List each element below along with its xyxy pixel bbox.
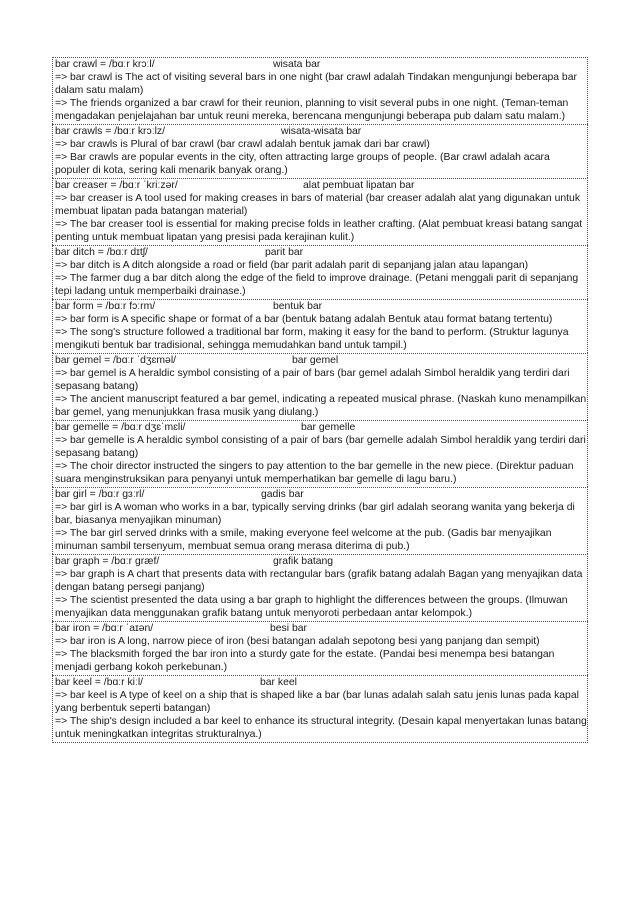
entry-term: bar ditch = /bɑːr dɪtʃ/	[55, 247, 148, 258]
entry-example: => The bar girl served drinks with a smile, making everyone feel welcome at the pub. (Gadis bar menyajikan minuman sambil tersenyum, membuat semua orang merasa diterima di pub.)	[55, 528, 552, 552]
entry-translation: gadis bar	[261, 489, 304, 500]
entry-definition: => bar creaser is A tool used for making creases in bars of material (bar creaser adalah alat yang digunakan untuk membuat lipatan pada batangan material)	[55, 193, 581, 217]
entry-definition: => bar graph is A chart that presents data with rectangular bars (grafik batang adalah Bagan yang menyajikan data dengan batang persegi panjang)	[55, 569, 583, 593]
entry-term: bar gemel = /bɑːr ˈdʒɛməl/	[55, 355, 177, 366]
entry-translation: besi bar	[270, 623, 307, 634]
entry-translation: bar gemel	[292, 355, 339, 366]
entry-translation: wisata bar	[273, 59, 321, 70]
entry-term: bar keel = /bɑːr kiːl/	[55, 677, 144, 688]
entry-translation: alat pembuat lipatan bar	[303, 180, 415, 191]
dictionary-document	[52, 57, 588, 743]
entry-definition: => bar form is A specific shape or format of a bar (bentuk batang adalah Bentuk atau format batang tertentu)	[55, 314, 553, 325]
entry-example: => The choir director instructed the singers to pay attention to the bar gemelle in the new piece. (Direktur paduan suara menginstruksikan para penyanyi untuk memperhatikan bar gemelle di lagu baru.)	[55, 461, 574, 485]
entry-definition: => bar crawl is The act of visiting several bars in one night (bar crawl adalah Tindakan mengunjungi beberapa bar dalam satu malam)	[55, 72, 577, 96]
entry-translation: bentuk bar	[273, 301, 323, 312]
entry-term: bar iron = /bɑːr ˈaɪən/	[55, 623, 154, 634]
entry-definition: => bar girl is A woman who works in a bar, typically serving drinks (bar girl adalah seorang wanita yang bekerja di bar, biasanya menyajikan minuman)	[55, 502, 575, 526]
entry-definition: => bar gemelle is A heraldic symbol consisting of a pair of bars (bar gemelle adalah Simbol heraldik yang terdiri dari sepasang batang)	[55, 435, 586, 459]
entry-example: => The blacksmith forged the bar iron into a sturdy gate for the estate. (Pandai besi menempa besi batangan menjadi gerbang kokoh perkebunan.)	[55, 649, 555, 673]
entry-translation: bar keel	[260, 677, 297, 688]
entry-example: => The farmer dug a bar ditch along the edge of the field to improve drainage. (Petani menggali parit di sepanjang tepi ladang untuk memperbaiki drainase.)	[55, 273, 579, 297]
entry-translation: bar gemelle	[301, 422, 356, 433]
entry-bar-girl	[52, 487, 588, 554]
entry-definition: => bar keel is A type of keel on a ship that is shaped like a bar (bar lunas adalah salah satu jenis lunas pada kapal yang berbentuk seperti batangan)	[55, 690, 579, 714]
entry-example: => The bar creaser tool is essential for making precise folds in leather crafting. (Alat pembuat kreasi batang sangat penting untuk membuat lipatan yang presisi pada kerajinan kulit.)	[55, 219, 583, 243]
entry-bar-gemel	[52, 353, 588, 420]
entry-definition: => bar gemel is A heraldic symbol consisting of a pair of bars (bar gemel adalah Simbol heraldik yang terdiri dari sepasang batang)	[55, 368, 570, 392]
entry-bar-keel	[52, 675, 588, 743]
entry-bar-creaser	[52, 178, 588, 245]
entry-example: => Bar crawls are popular events in the city, often attracting large groups of people. (Bar crawl adalah acara populer di kota, sering kali menarik banyak orang.)	[55, 152, 550, 176]
entry-example: => The ship's design included a bar keel to enhance its structural integrity. (Desain kapal menyertakan lunas batang untuk meningkatkan integritas strukturalnya.)	[55, 716, 587, 740]
entry-term: bar form = /bɑːr fɔːrm/	[55, 301, 156, 312]
entry-term: bar crawl = /bɑːr krɔːl/	[55, 59, 155, 70]
entry-term: bar creaser = /bɑːr ˈkriːzər/	[55, 180, 178, 191]
entry-bar-iron	[52, 621, 588, 675]
entry-translation: grafik batang	[273, 556, 334, 567]
entry-definition: => bar crawls is Plural of bar crawl (bar crawl adalah bentuk jamak dari bar crawl)	[55, 139, 430, 150]
entry-example: => The scientist presented the data using a bar graph to highlight the differences between the groups. (Ilmuwan menyajikan data menggunakan grafik batang untuk menyoroti perbedaan antar kelompok.)	[55, 595, 568, 619]
entry-term: bar gemelle = /bɑːr dʒɛˈmɛli/	[55, 422, 186, 433]
entry-term: bar girl = /bɑːr ɡɜːrl/	[55, 489, 145, 500]
entry-term: bar graph = /bɑːr ɡræf/	[55, 556, 160, 567]
entry-example: => The ancient manuscript featured a bar gemel, indicating a repeated musical phrase. (Naskah kuno menampilkan bar gemel, yang menunjukkan frasa musik yang diulang.)	[55, 394, 587, 418]
entry-bar-ditch	[52, 245, 588, 299]
entry-definition: => bar ditch is A ditch alongside a road or field (bar parit adalah parit di sepanjang jalan atau lapangan)	[55, 260, 529, 271]
entry-bar-form	[52, 299, 588, 353]
entry-bar-gemelle	[52, 420, 588, 487]
entry-bar-crawls	[52, 124, 588, 178]
entry-translation: wisata-wisata bar	[281, 126, 362, 137]
entry-term: bar crawls = /bɑːr krɔːlz/	[55, 126, 165, 137]
entry-definition: => bar iron is A long, narrow piece of iron (besi batangan adalah sepotong besi yang panjang dan sempit)	[55, 636, 540, 647]
entry-translation: parit bar	[265, 247, 304, 258]
entry-bar-graph	[52, 554, 588, 621]
entry-example: => The friends organized a bar crawl for their reunion, planning to visit several pubs in one night. (Teman-teman mengadakan penjelajahan bar untuk reuni mereka, berencana mengunjungi beberapa pub dalam satu malam.)	[55, 98, 569, 122]
entry-example: => The song's structure followed a traditional bar form, making it easy for the band to perform. (Struktur lagunya mengikuti bentuk bar tradisional, sehingga memudahkan band untuk tampil.)	[55, 327, 569, 351]
entry-bar-crawl	[52, 57, 588, 124]
